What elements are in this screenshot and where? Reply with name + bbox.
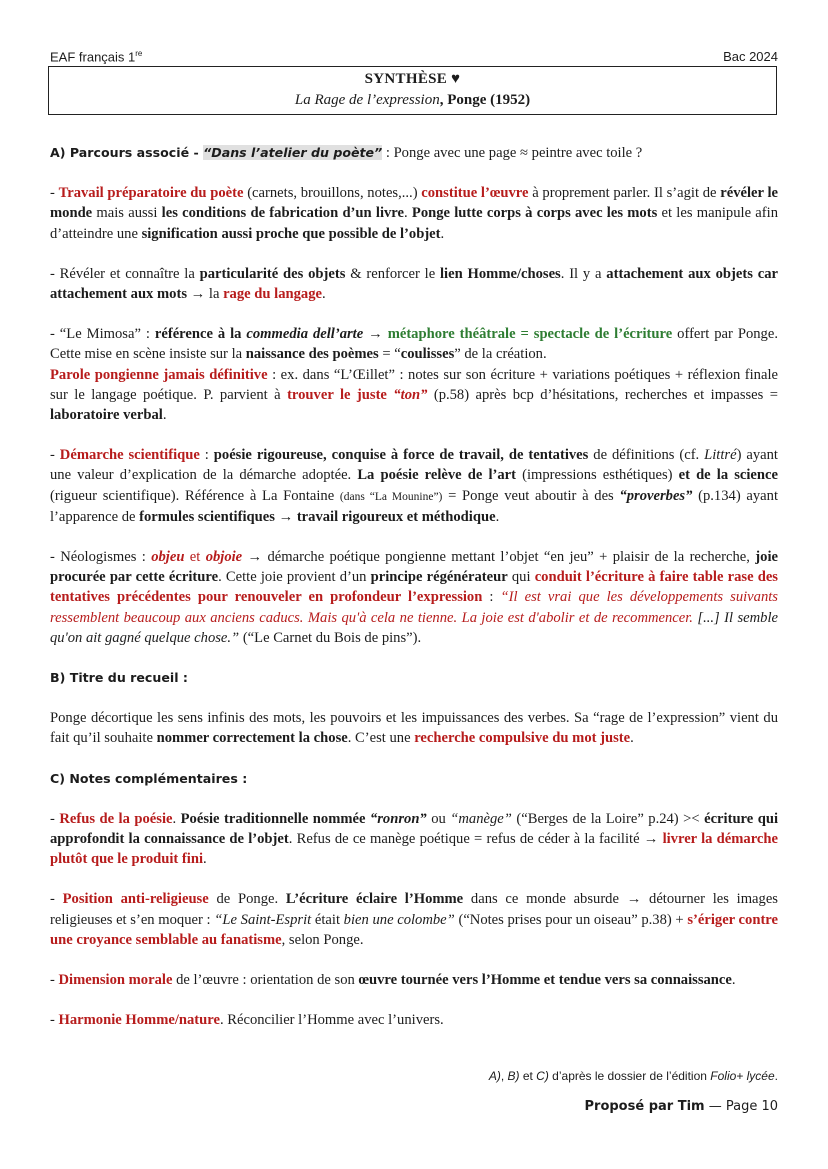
section-a-paragraph-5: - Néologismes : objeu et objoie → démarche poétique pongienne mettant l’objet “en jeu” + plaisir de la recherche, joie procurée par cette écriture. Cette joie provient d’un principe régénérateur qui conduit l’écriture à faire table rase des tentatives précédentes pour renouveler en profondeur l’expression : “Il est vrai que les développements suivants ressemblent beaucoup aux anciens caducs. Mais qu'à cela ne tienne. La joie est d'abolir et de recommencer. [...] Il semble qu'on ait gagné quelque chose.” (“Le Carnet du Bois de pins”). [50, 549, 779, 646]
synthesis-title: SYNTHÈSE ♥ [364, 71, 461, 87]
course-label: EAF français 1re [50, 49, 143, 65]
exam-year: Bac 2024 [723, 49, 778, 64]
page-number: — Page 10 [704, 1099, 778, 1114]
author-credit: Proposé par Tim [584, 1099, 705, 1114]
section-c-paragraph-2: - Position anti-religieuse de Ponge. L’écriture éclaire l’Homme dans ce monde absurde → détourner les images religieuses et s’en moquer : “Le Saint-Esprit était bien une colombe” (“Notes prises pour un oiseau” p.38) + s’ériger contre une croyance semblable au fanatisme, selon Ponge. [50, 891, 778, 948]
section-c-paragraph-4: - Harmonie Homme/nature. Réconcilier l’Homme avec l’univers. [50, 1012, 444, 1029]
title-box [48, 66, 777, 115]
section-a-paragraph-1: - Travail préparatoire du poète (carnets, brouillons, notes,...) constitue l’œuvre à proprement parler. Il s’agit de révéler le monde mais aussi les conditions de fabrication d’un livre. Ponge lutte corps à corps avec les mots et les manipule afin d’atteindre une signification aussi proche que possible de l’objet. [50, 185, 778, 242]
source-note: A), B) et C) d’après le dossier de l’édition Folio+ lycée. [488, 1069, 778, 1083]
section-c-paragraph-1: - Refus de la poésie. Poésie traditionnelle nommée “ronron” ou “manège” (“Berges de la Loire” p.24) >< écriture qui approfondit la connaissance de l’objet. Refus de ce manège poétique = refus de céder à la facilité → livrer la démarche plutôt que le produit fini. [50, 810, 779, 868]
section-c-paragraph-3: - Dimension morale de l’œuvre : orientation de son œuvre tournée vers l’Homme et tendue vers sa connaissance. [50, 972, 736, 989]
section-a-paragraph-4: - Démarche scientifique : poésie rigoureuse, conquise à force de travail, de tentatives de définitions (cf. Littré) ayant une valeur d’explication de la démarche adoptée. La poésie relève de l’art (impressions esthétiques) et de la science (rigueur scientifique). Référence à La Fontaine (dans “La Mounine”) = Ponge veut aboutir à des “proverbes” (p.134) ayant l’apparence de formules scientifiques → travail rigoureux et méthodique. [50, 447, 778, 525]
section-a-paragraph-2: - Révéler et connaître la particularité des objets & renforcer le lien Homme/choses. Il y a attachement aux objets car attachement aux mots → la rage du langage. [50, 265, 778, 303]
section-b-heading: B) Titre du recueil : [50, 670, 188, 686]
section-a-heading: A) Parcours associé - “Dans l’atelier du poète” : Ponge avec une page ≈ peintre avec toile ? [50, 145, 643, 161]
section-a-paragraph-3: - “Le Mimosa” : référence à la commedia dell’arte → métaphore théâtrale = spectacle de l’écriture offert par Ponge. Cette mise en scène insiste sur la naissance des poèmes = “coulisses” de la création. Parole pongienne jamais définitive : ex. dans “L’Œillet” : notes sur son écriture + variations poétiques + réflexion finale sur le langage poétique. P. parvient à trouver le juste “ton” (p.58) après bcp d’hésitations, recherches et impasses = laboratoire verbal. [50, 326, 778, 424]
page-footer [585, 1099, 779, 1114]
work-title: La Rage de l’expression, Ponge (1952) [294, 92, 531, 108]
section-c-heading: C) Notes complémentaires : [50, 770, 248, 786]
section-b-paragraph-1: Ponge décortique les sens infinis des mots, les pouvoirs et les impuissances des verbes. Sa “rage de l’expression” vient du fait qu’il souhaite nommer correctement la chose. C’est une recherche compulsive du mot juste. [50, 710, 778, 747]
document-body [50, 143, 778, 1051]
